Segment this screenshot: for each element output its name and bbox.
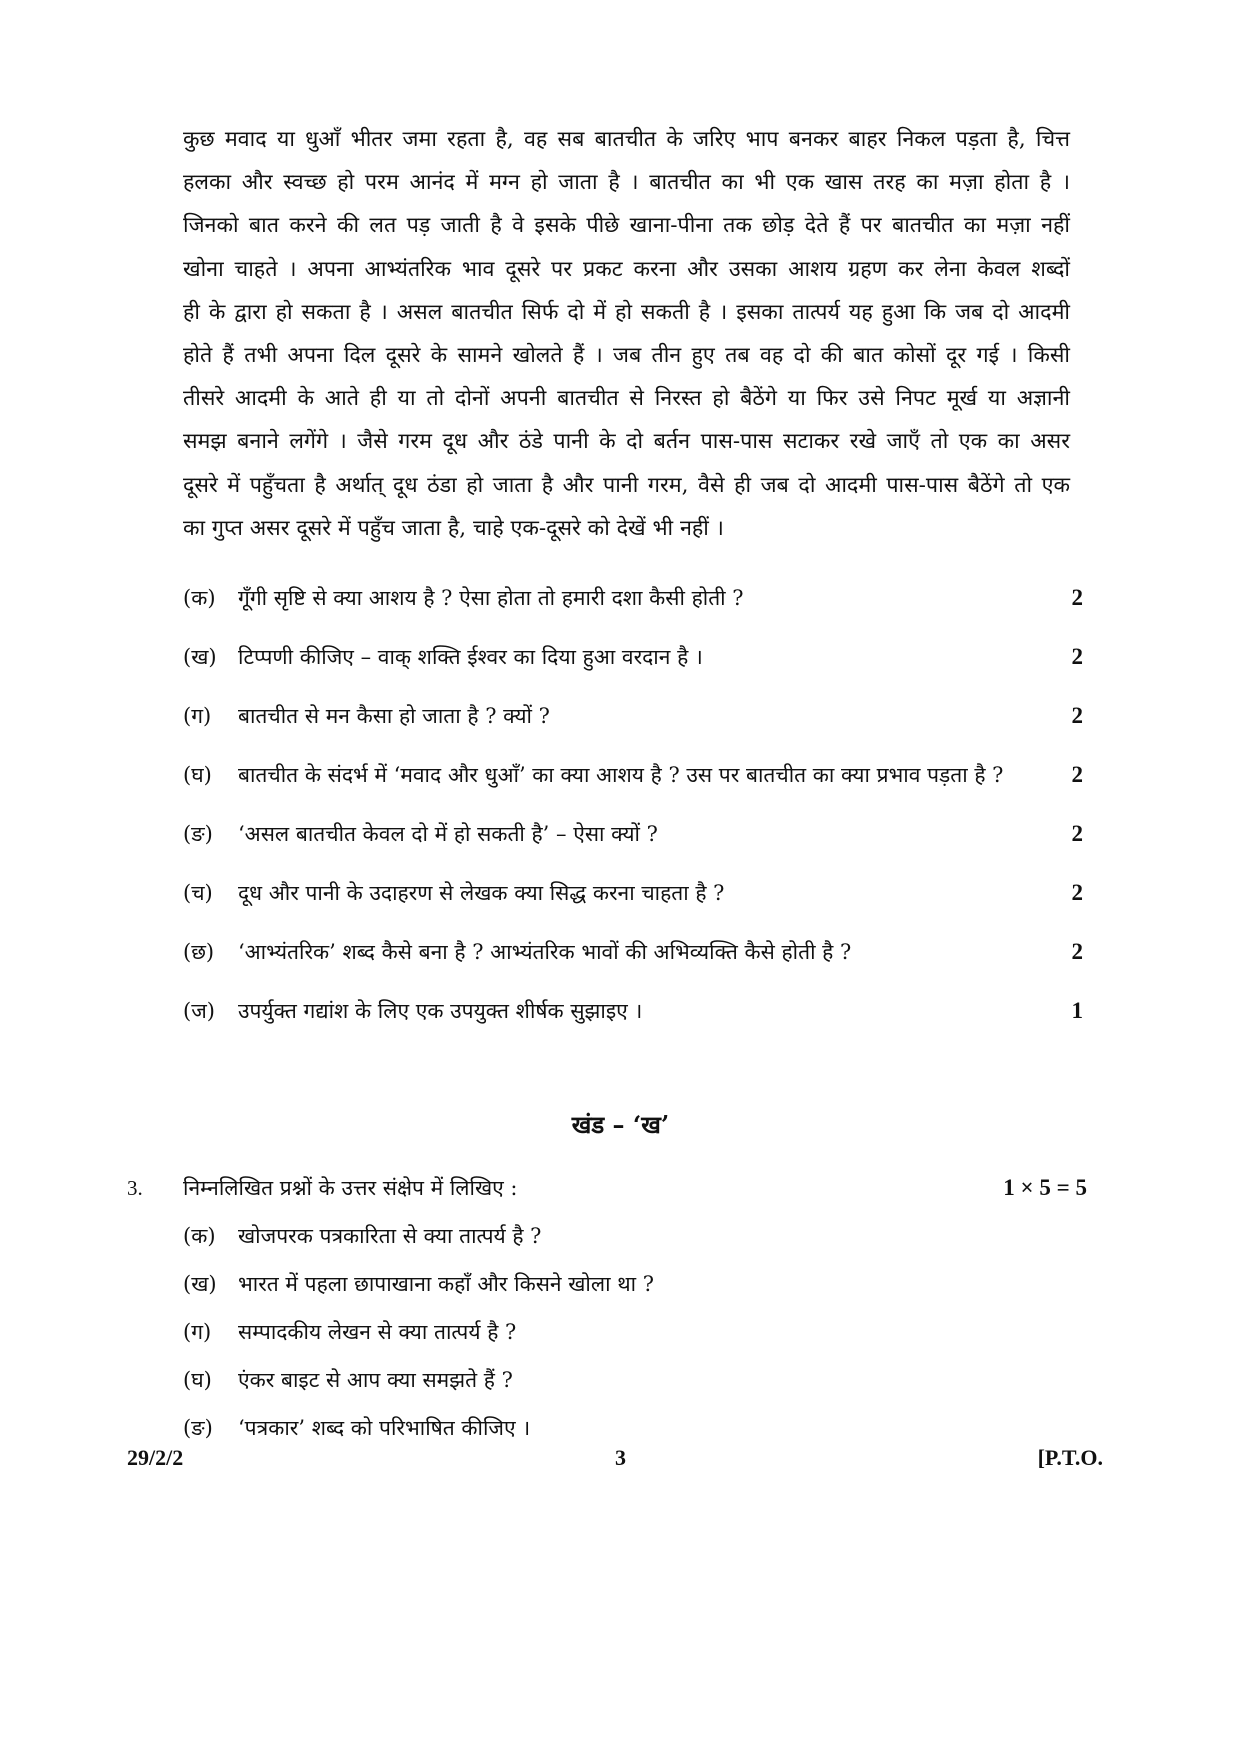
passage-line: होते हैं तभी अपना दिल दूसरे के सामने खोलते हैं । जब तीन हुए तब वह दो की बात कोसों दूर गई । किसी (183, 342, 1070, 368)
sub-question-ga (183, 1312, 883, 1352)
question-marks: 2 (1071, 939, 1083, 964)
sub-question-text: ‘पत्रकार’ शब्द को परिभाषित कीजिए । (238, 1416, 531, 1440)
question-marks: 2 (1071, 880, 1083, 905)
sub-question-text: सम्पादकीय लेखन से क्या तात्पर्य है ? (238, 1320, 517, 1344)
question-label: (च) (183, 881, 213, 905)
question-marks: 2 (1071, 762, 1083, 787)
paper-code: 29/2/2 (127, 1445, 184, 1470)
question-marks: 2 (1071, 585, 1083, 610)
question-marks: 1 (1071, 998, 1083, 1023)
section-title: खंड – ‘ख’ (571, 1110, 670, 1139)
question-text: ‘आभ्यंतरिक’ शब्द कैसे बना है ? आभ्यंतरिक भावों की अभिव्यक्ति कैसे होती है ? (238, 940, 852, 964)
sub-question-nga (183, 1408, 883, 1448)
question-label: (ख) (183, 645, 217, 669)
sub-question-label: (क) (183, 1224, 216, 1248)
question-text: गूँगी सृष्टि से क्या आशय है ? ऐसा होता तो हमारी दशा कैसी होती ? (238, 586, 744, 610)
question-marks: 2 (1071, 821, 1083, 846)
question-text: निम्नलिखित प्रश्नों के उत्तर संक्षेप में लिखिए : (183, 1176, 518, 1200)
sub-question-label: (घ) (183, 1368, 212, 1392)
sub-question-text: खोजपरक पत्रकारिता से क्या तात्पर्य है ? (238, 1224, 542, 1248)
sub-question-text: भारत में पहला छापाखाना कहाँ और किसने खोला था ? (238, 1272, 655, 1296)
sub-question-label: (ङ) (183, 1416, 213, 1440)
question-marks: 1 × 5 = 5 (1003, 1175, 1087, 1200)
passage-line: समझ बनाने लगेंगे । जैसे गरम दूध और ठंडे पानी के दो बर्तन पास-पास सटाकर रखे जाएँ तो एक का असर (183, 429, 1070, 455)
sub-question-label: (ग) (183, 1320, 212, 1344)
question-marks: 2 (1071, 703, 1083, 728)
passage-line: खोना चाहते । अपना आभ्यंतरिक भाव दूसरे पर प्रकट करना और उसका आशय ग्रहण कर लेना केवल शब्दों (183, 256, 1070, 282)
passage (183, 118, 1070, 550)
question-3 (127, 1168, 1087, 1208)
question-gha (183, 755, 1083, 795)
sub-question-kha (183, 1264, 883, 1304)
question-nga (183, 814, 1083, 854)
sub-question-text: एंकर बाइट से आप क्या समझते हैं ? (238, 1368, 513, 1392)
passage-line: कुछ मवाद या धुआँ भीतर जमा रहता है, वह सब बातचीत के जरिए भाप बनकर बाहर निकल पड़ता है, चित्त (183, 127, 1070, 152)
question-ja (183, 991, 1083, 1031)
passage-line: का गुप्त असर दूसरे में पहुँच जाता है, चाहे एक-दूसरे को देखें भी नहीं । (183, 515, 724, 541)
passage-line: तीसरे आदमी के आते ही या तो दोनों अपनी बातचीत से निरस्त हो बैठेंगे या फिर उसे निपट मूर्ख या अज्ञानी (183, 386, 1070, 412)
page-number: 3 (615, 1445, 626, 1470)
question-text: दूध और पानी के उदाहरण से लेखक क्या सिद्ध करना चाहता है ? (238, 881, 725, 905)
question-kha (183, 637, 1083, 677)
passage-line: ही के द्वारा हो सकता है । असल बातचीत सिर्फ दो में हो सकती है । इसका तात्पर्य यह हुआ कि जब दो आदमी (183, 299, 1070, 325)
question-cha (183, 873, 1083, 913)
question-label: (ङ) (183, 822, 213, 846)
sub-question-label: (ख) (183, 1272, 217, 1296)
passage-line: जिनको बात करने की लत पड़ जाती है वे इसके पीछे खाना-पीना तक छोड़ देते हैं पर बातचीत का मज़ा नहीं (183, 213, 1070, 239)
pto-label: [P.T.O. (1037, 1445, 1103, 1470)
passage-line: दूसरे में पहुँचता है अर्थात् दूध ठंडा हो जाता है और पानी गरम, वैसे ही जब दो आदमी पास-पास बैठेंगे तो एक (183, 472, 1070, 498)
question-number: 3. (127, 1176, 143, 1200)
question-label: (ज) (183, 999, 215, 1023)
question-text: टिप्पणी कीजिए – वाक् शक्ति ईश्वर का दिया हुआ वरदान है । (238, 645, 703, 669)
question-chha (183, 932, 1083, 972)
question-ga (183, 696, 1083, 736)
question-label: (ग) (183, 704, 212, 728)
sub-question-ka (183, 1216, 883, 1256)
question-text: बातचीत के संदर्भ में ‘मवाद और धुआँ’ का क्या आशय है ? उस पर बातचीत का क्या प्रभाव पड़ता है ? (238, 763, 1004, 787)
question-marks: 2 (1071, 644, 1083, 669)
question-ka (183, 578, 1083, 618)
question-label: (घ) (183, 763, 212, 787)
question-label: (छ) (183, 940, 215, 964)
question-text: बातचीत से मन कैसा हो जाता है ? क्यों ? (238, 704, 550, 728)
sub-question-gha (183, 1360, 883, 1400)
question-text: ‘असल बातचीत केवल दो में हो सकती है’ – ऐसा क्यों ? (238, 822, 658, 846)
passage-line: हलका और स्वच्छ हो परम आनंद में मग्न हो जाता है । बातचीत का भी एक खास तरह का मज़ा होता है । (183, 170, 1070, 196)
question-label: (क) (183, 586, 216, 610)
question-text: उपर्युक्त गद्यांश के लिए एक उपयुक्त शीर्षक सुझाइए । (238, 999, 643, 1023)
